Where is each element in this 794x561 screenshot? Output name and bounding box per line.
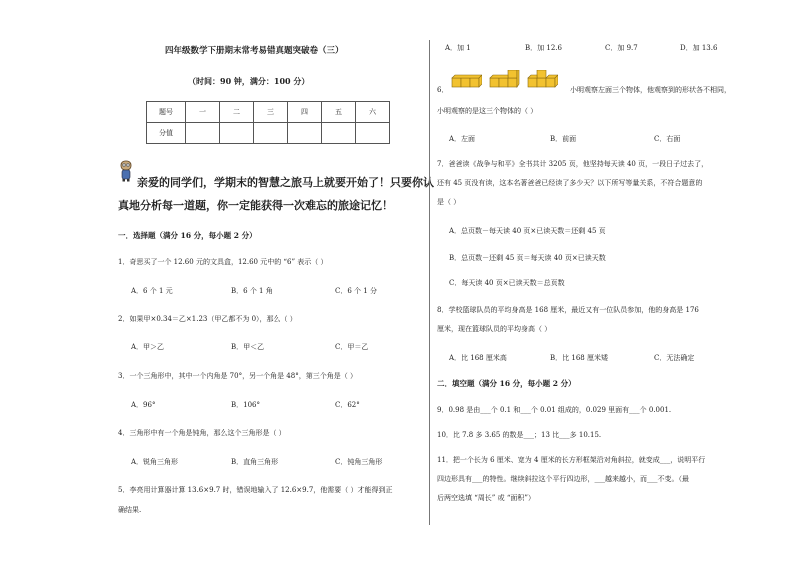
q8-option-a[interactable]: A．比 168 厘米高	[449, 354, 507, 362]
score-header-cell: 六	[356, 102, 390, 123]
q2-text: 2．如果甲×0.34＝乙×1.23（甲乙都不为 0），那么（ ）	[118, 315, 297, 323]
score-header-cell: 五	[322, 102, 356, 123]
q7-text-line-1: 7．爸爸读《战争与和平》全书共计 3205 页，他坚持每天读 40 页，一段日子过去了，	[437, 160, 709, 168]
owl-mascot-icon	[118, 158, 134, 182]
q6-text-line-1: 小明观察左面三个物体，他观察到的形状各不相同，	[570, 86, 731, 94]
score-header-cell: 题号	[147, 102, 186, 123]
page-subtitle: （时间：90 钟，满分：100 分）	[188, 76, 310, 86]
q5-option-d[interactable]: D．加 13.6	[680, 44, 718, 52]
q1-option-b[interactable]: B．6 个 1 角	[231, 287, 273, 295]
q4-option-a[interactable]: A．锐角三角形	[131, 458, 179, 466]
q7-text-line-2: 还有 45 页没有读，这本名著爸爸已经读了多少天？以下所写等量关系，不符合题意的	[437, 179, 703, 187]
q5-text-line-1: 5．李亮用计算器计算 13.6×9.7 时，错误地输入了 12.6×9.7，他需要（ ）才能得到正	[118, 486, 393, 494]
q7-option-a[interactable]: A．总页数－每天读 40 页×已读天数＝还剩 45 页	[449, 227, 606, 235]
score-table-value-row	[147, 123, 390, 144]
q8-text-line-2: 厘米，现在篮球队员的平均身高（ ）	[437, 325, 552, 333]
cube-figure-2-icon	[488, 70, 520, 90]
score-header-cell: 三	[254, 102, 288, 123]
q7-option-c[interactable]: C．每天读 40 页×已读天数＝总页数	[449, 279, 565, 287]
q2-option-a[interactable]: A．甲＞乙	[131, 343, 165, 351]
q11-text-line-3: 后两空选填 “周长” 或 “面积”）	[437, 494, 535, 502]
q5-option-b[interactable]: B．加 12.6	[525, 44, 562, 52]
score-value-cell[interactable]	[288, 123, 322, 144]
q8-text-line-1: 8．学校篮球队员的平均身高是 168 厘米，最近又有一位队员参加，他的身高是 176	[437, 306, 699, 314]
score-table	[146, 101, 390, 144]
q5-option-a[interactable]: A．加 1	[445, 44, 471, 52]
cube-figure-3-icon	[526, 70, 558, 90]
q6-text-line-2: 小明观察的是这三个物体的（ ）	[437, 107, 538, 115]
section2-heading: 二．填空题（满分 16 分，每小题 2 分）	[437, 379, 576, 388]
score-value-cell[interactable]	[254, 123, 288, 144]
score-header-cell: 四	[288, 102, 322, 123]
page-title: 四年级数学下册期末常考易错真题突破卷（三）	[165, 46, 344, 56]
intro-line-1: 亲爱的同学们，学期末的智慧之旅马上就要开始了！只要你认	[137, 176, 434, 189]
q3-option-c[interactable]: C．62°	[335, 401, 360, 409]
q2-option-c[interactable]: C．甲＝乙	[335, 343, 369, 351]
q3-option-a[interactable]: A．96°	[131, 401, 156, 409]
section1-heading: 一．选择题（满分 16 分，每小题 2 分）	[118, 231, 257, 240]
q9-text: 9．0.98 是由___个 0.1 和___个 0.01 组成的，0.029 里面有___个 0.001.	[437, 406, 672, 414]
score-value-cell[interactable]	[356, 123, 390, 144]
q4-option-c[interactable]: C．钝角三角形	[335, 458, 383, 466]
score-header-cell: 一	[186, 102, 220, 123]
score-value-cell[interactable]	[186, 123, 220, 144]
q1-text: 1．奇思买了一个 12.60 元的文具盒，12.60 元中的 “6” 表示（ ）	[118, 258, 328, 266]
q6-option-b[interactable]: B．前面	[550, 135, 577, 143]
q4-text: 4．三角形中有一个角是钝角，那么这个三角形是（ ）	[118, 429, 286, 437]
q1-option-a[interactable]: A．6 个 1 元	[131, 287, 173, 295]
q5-text-line-2: 确结果.	[118, 506, 142, 514]
q6-option-c[interactable]: C．右面	[654, 135, 681, 143]
q10-text: 10．比 7.8 多 3.65 的数是___；13 比___多 10.15.	[437, 431, 602, 439]
cube-figure-1-icon	[450, 70, 482, 90]
q5-option-c[interactable]: C．加 9.7	[605, 44, 638, 52]
q11-text-line-1: 11．把一个长为 6 厘米、宽为 4 厘米的长方形框架沿对角斜拉，就变成___，说明平行	[437, 456, 706, 464]
q2-option-b[interactable]: B．甲＜乙	[231, 343, 265, 351]
score-table-header-row	[147, 102, 390, 123]
score-value-cell[interactable]	[220, 123, 254, 144]
intro-line-2: 真地分析每一道题，你一定能获得一次难忘的旅途记忆！	[118, 199, 393, 212]
q6-number: 6．	[437, 86, 449, 94]
q4-option-b[interactable]: B．直角三角形	[231, 458, 279, 466]
q8-option-c[interactable]: C．无法确定	[654, 354, 695, 362]
score-value-cell[interactable]	[322, 123, 356, 144]
column-divider	[429, 40, 430, 525]
q1-option-c[interactable]: C．6 个 1 分	[335, 287, 377, 295]
q3-text: 3．一个三角形中，其中一个内角是 70°，另一个角是 48°，第三个角是（ ）	[118, 372, 357, 380]
q7-option-b[interactable]: B．总页数－还剩 45 页＝每天读 40 页×已读天数	[449, 254, 606, 262]
q7-text-line-3: 是（ ）	[437, 198, 461, 206]
score-row-label: 分值	[147, 123, 186, 144]
q11-text-line-2: 四边形具有___的特性。继续斜拉这个平行四边形，___越来越小，而___不变。（最	[437, 475, 689, 483]
q8-option-b[interactable]: B．比 168 厘米矮	[550, 354, 608, 362]
q6-option-a[interactable]: A．左面	[449, 135, 476, 143]
q3-option-b[interactable]: B．106°	[231, 401, 261, 409]
score-header-cell: 二	[220, 102, 254, 123]
